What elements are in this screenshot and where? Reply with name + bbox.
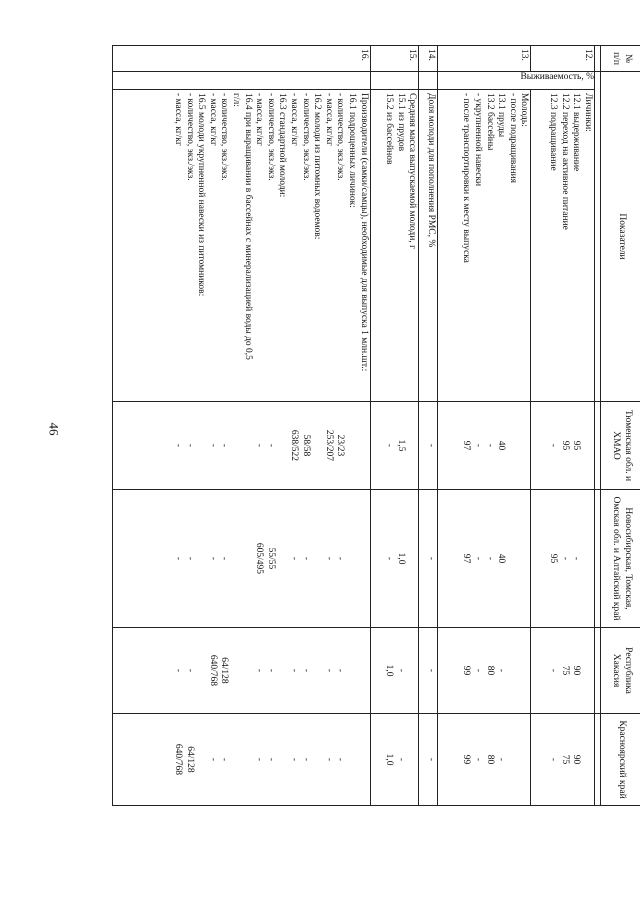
- group-cell: [419, 72, 438, 90]
- table-cell-line: [357, 717, 369, 802]
- table-cell-line: 99: [461, 665, 472, 676]
- value-cell: [531, 402, 595, 490]
- table-cell-line: -: [323, 668, 334, 673]
- table-cell-line: 15.2 из бассейнов: [384, 93, 395, 165]
- table-cell-line: 640/768: [173, 743, 184, 776]
- table-cell-line: [230, 493, 242, 624]
- data-table-sheet: [112, 45, 640, 805]
- table-cell-line: 16.2 молоди из питомных водоемов:: [312, 93, 323, 240]
- table-cell-line: - после транспортировки к месту выпуска: [461, 93, 472, 263]
- table-cell-line: [518, 717, 530, 802]
- table-cell-line: - количество, экз./экз.: [184, 93, 195, 181]
- table-cell-line: -: [300, 757, 311, 762]
- table-cell-line: -: [426, 443, 437, 448]
- group-label: Выживаемость, %: [520, 72, 594, 82]
- table-cell-line: [506, 717, 518, 802]
- table-cell-line: -: [173, 668, 184, 673]
- table-cell-line: -: [395, 668, 406, 673]
- table-cell-line: -: [323, 757, 334, 762]
- table-row: [531, 46, 595, 806]
- header-num: № п/п: [601, 46, 640, 72]
- table-cell-line: 23/23: [335, 434, 346, 457]
- table-cell-line: -: [335, 556, 346, 561]
- table-cell-line: -: [265, 757, 276, 762]
- table-cell-line: 64/128: [184, 746, 195, 773]
- table-cell-line: -: [254, 443, 265, 448]
- indicator-cell: [419, 90, 438, 402]
- table-cell-line: [311, 717, 323, 802]
- header-row: [601, 46, 640, 806]
- table-cell-line: [311, 405, 323, 486]
- table-cell-line: -: [496, 668, 507, 673]
- table-cell-line: -: [184, 443, 195, 448]
- table-cell-line: -: [173, 556, 184, 561]
- indicator-cell: [438, 90, 531, 402]
- table-cell-line: [195, 405, 207, 486]
- table-cell-line: -: [219, 556, 230, 561]
- table-cell-line: -: [300, 556, 311, 561]
- table-cell-line: [241, 405, 253, 486]
- table-cell-line: -: [289, 668, 300, 673]
- group-cell: [438, 72, 595, 90]
- table-cell-line: [230, 717, 242, 802]
- table-cell-line: 16.3 стандартной молоди:: [277, 93, 288, 198]
- table-cell-line: 16.4 при выращивании в бассейнах с минерализацией воды до 0,5: [242, 93, 253, 360]
- value-cell: [419, 714, 438, 806]
- table-cell-line: 75: [559, 754, 570, 765]
- row-number: 16.: [113, 46, 371, 72]
- table-cell-line: 95: [559, 440, 570, 451]
- table-cell-line: -: [219, 443, 230, 448]
- value-cell: [113, 402, 371, 490]
- table-cell-line: -: [207, 757, 218, 762]
- value-cell: [419, 628, 438, 714]
- table-cell-line: [581, 717, 593, 802]
- table-cell-line: Средняя масса выпускаемой молоди, г: [407, 93, 418, 249]
- table-cell-line: 80: [484, 754, 495, 765]
- table-cell-line: -: [184, 556, 195, 561]
- table-cell-line: 638/522: [289, 429, 300, 462]
- value-cell: [113, 714, 371, 806]
- table-cell-line: [276, 717, 288, 802]
- table-cell-line: 640/768: [207, 654, 218, 687]
- value-cell: [438, 714, 531, 806]
- value-cell: [419, 402, 438, 490]
- row-number: 14.: [419, 46, 438, 72]
- table-cell-line: 1,5: [395, 439, 406, 452]
- table-cell-line: г/л:: [231, 93, 242, 107]
- table-cell-line: Молодь:: [519, 93, 530, 127]
- table-cell-line: Производители (самки/самцы), необходимые для выпуска 1 млн.шт.:: [358, 93, 369, 372]
- table-cell-line: [241, 717, 253, 802]
- table-cell-line: [345, 631, 357, 710]
- table-cell-line: [357, 493, 369, 624]
- table-cell-line: - масса, кг/кг: [254, 93, 265, 146]
- table-cell-line: -: [207, 556, 218, 561]
- value-cell: [419, 490, 438, 628]
- value-cell: [113, 628, 371, 714]
- table-cell-line: [195, 717, 207, 802]
- table-cell-line: -: [571, 556, 582, 561]
- table-cell-line: 64/128: [219, 657, 230, 684]
- indicator-cell: [531, 90, 595, 402]
- table-cell-line: 40: [496, 553, 507, 564]
- table-cell-line: -: [473, 757, 484, 762]
- table-cell-line: -: [426, 556, 437, 561]
- group-cell: [370, 72, 419, 90]
- value-cell: [370, 628, 419, 714]
- table-cell-line: [276, 405, 288, 486]
- table-cell-line: [345, 717, 357, 802]
- table-cell-line: [345, 405, 357, 486]
- table-row: [370, 46, 419, 806]
- table-cell-line: -: [289, 757, 300, 762]
- table-cell-line: - масса, кг/кг: [207, 93, 218, 146]
- table-cell-line: Доля молоди для пополнения РМС, %: [426, 93, 437, 248]
- table-cell-line: -: [484, 443, 495, 448]
- table-cell-line: -: [323, 556, 334, 561]
- table-cell-line: -: [219, 757, 230, 762]
- table-cell-line: - масса, кг/кг: [289, 93, 300, 146]
- table-cell-line: -: [265, 668, 276, 673]
- table-cell-line: [241, 493, 253, 624]
- table-cell-line: 13.1 пруды: [496, 93, 507, 138]
- table-cell-line: 99: [461, 754, 472, 765]
- table-cell-line: -: [384, 443, 395, 448]
- table-cell-line: [195, 631, 207, 710]
- table-cell-line: [506, 631, 518, 710]
- value-cell: [531, 490, 595, 628]
- table-row: [419, 46, 438, 806]
- value-cell: [113, 490, 371, 628]
- table-cell-line: [406, 717, 418, 802]
- table-cell-line: - масса, кг/кг: [173, 93, 184, 146]
- indicator-cell: [370, 90, 419, 402]
- table-cell-line: - количество, экз./экз.: [300, 93, 311, 181]
- table-row: [438, 46, 531, 806]
- table-row: [113, 46, 371, 806]
- header-region-tyumen: Тюменская обл. и ХМАО: [601, 402, 640, 490]
- table-cell-line: -: [254, 668, 265, 673]
- table-cell-line: -: [300, 668, 311, 673]
- row-number: 15.: [370, 46, 419, 72]
- table-cell-line: - количество, экз./экз.: [219, 93, 230, 181]
- table-cell-line: [276, 493, 288, 624]
- table-cell-line: [230, 405, 242, 486]
- table-cell-line: [241, 631, 253, 710]
- table-cell-line: [345, 493, 357, 624]
- value-cell: [370, 714, 419, 806]
- table-cell-line: -: [473, 668, 484, 673]
- table-cell-line: -: [173, 443, 184, 448]
- table-cell-line: [506, 493, 518, 624]
- table-cell-line: -: [548, 668, 559, 673]
- value-cell: [438, 402, 531, 490]
- header-indicator: Показатели: [601, 72, 640, 402]
- table-cell-line: [357, 631, 369, 710]
- header-region-novosibirsk: Новосибирская, Томская, Омская обл. и Алтайский край: [601, 490, 640, 628]
- table-cell-line: [406, 493, 418, 624]
- table-cell-line: 80: [484, 665, 495, 676]
- table-cell-line: -: [254, 757, 265, 762]
- table-cell-line: -: [335, 668, 346, 673]
- table-cell-line: [506, 405, 518, 486]
- table-cell-line: -: [559, 556, 570, 561]
- table-cell-line: 12.1 выдерживание: [571, 93, 582, 172]
- table-cell-line: -: [426, 757, 437, 762]
- table-cell-line: [581, 405, 593, 486]
- table-cell-line: 253/207: [323, 429, 334, 462]
- value-cell: [370, 490, 419, 628]
- table-cell-line: 1,0: [384, 753, 395, 766]
- row-number: 13.: [438, 46, 531, 72]
- table-cell-line: [230, 631, 242, 710]
- table-cell-line: 15.1 из прудов: [395, 93, 406, 152]
- table-cell-line: -: [384, 556, 395, 561]
- table-cell-line: -: [548, 757, 559, 762]
- group-cell: [113, 72, 371, 90]
- table-cell-line: -: [473, 556, 484, 561]
- table-cell-line: [518, 493, 530, 624]
- table-cell-line: 58/58: [300, 434, 311, 457]
- table-cell-line: 90: [571, 754, 582, 765]
- table-cell-line: [357, 405, 369, 486]
- table-cell-line: [406, 631, 418, 710]
- table-cell-line: - масса, кг/кг: [323, 93, 334, 146]
- table-cell-line: [581, 493, 593, 624]
- table-cell-line: [518, 631, 530, 710]
- table-cell-line: -: [496, 757, 507, 762]
- value-cell: [531, 628, 595, 714]
- table-cell-line: 605/495: [254, 542, 265, 575]
- row-number: 12.: [531, 46, 595, 72]
- table-cell-line: 1,0: [384, 664, 395, 677]
- table-cell-line: -: [335, 757, 346, 762]
- table-cell-line: 97: [461, 440, 472, 451]
- page-number: 46: [46, 422, 62, 436]
- table-cell-line: [195, 493, 207, 624]
- table-cell-line: [311, 493, 323, 624]
- table-cell-line: -: [289, 556, 300, 561]
- table-cell-line: - количество, экз./экз.: [335, 93, 346, 181]
- table-cell-line: -: [184, 668, 195, 673]
- table-cell-line: 16.5 молоди укрупненной навески из питомников:: [196, 93, 207, 297]
- table-cell-line: 90: [571, 665, 582, 676]
- table-cell-line: 97: [461, 553, 472, 564]
- table-cell-line: [581, 631, 593, 710]
- table-cell-line: -: [395, 757, 406, 762]
- table-cell-line: -: [207, 443, 218, 448]
- table-cell-line: -: [426, 668, 437, 673]
- table-cell-line: 55/55: [265, 547, 276, 570]
- table-cell-line: -: [473, 443, 484, 448]
- table-cell-line: [518, 405, 530, 486]
- value-cell: [438, 490, 531, 628]
- table-cell-line: - после подращивания: [507, 93, 518, 184]
- indicators-table: [112, 45, 640, 806]
- table-cell-line: - количество, экз./экз.: [265, 93, 276, 181]
- table-cell-line: 1,0: [395, 552, 406, 565]
- table-cell-line: 13.2 бассейны: [484, 93, 495, 151]
- table-cell-line: 75: [559, 665, 570, 676]
- table-cell-line: [406, 405, 418, 486]
- table-cell-line: 12.2 переход на активное питание: [559, 93, 570, 230]
- table-cell-line: 12.3 подращивание: [548, 93, 559, 171]
- table-cell-line: -: [548, 443, 559, 448]
- value-cell: [531, 714, 595, 806]
- table-cell-line: 95: [571, 440, 582, 451]
- table-cell-line: -: [484, 556, 495, 561]
- header-region-khakassia: Республика Хакасия: [601, 628, 640, 714]
- value-cell: [438, 628, 531, 714]
- value-cell: [370, 402, 419, 490]
- table-cell-line: 16.1 подрощенных личинок:: [347, 93, 358, 208]
- table-cell-line: [276, 631, 288, 710]
- table-cell-line: -: [265, 443, 276, 448]
- table-cell-line: - укрупненной навески: [473, 93, 484, 187]
- table-cell-line: [311, 631, 323, 710]
- table-cell-line: 95: [548, 553, 559, 564]
- header-region-krasnoyarsk: Красноярский край: [601, 714, 640, 806]
- indicator-cell: [113, 90, 371, 402]
- table-cell-line: Личинки:: [583, 93, 593, 132]
- table-cell-line: 40: [496, 440, 507, 451]
